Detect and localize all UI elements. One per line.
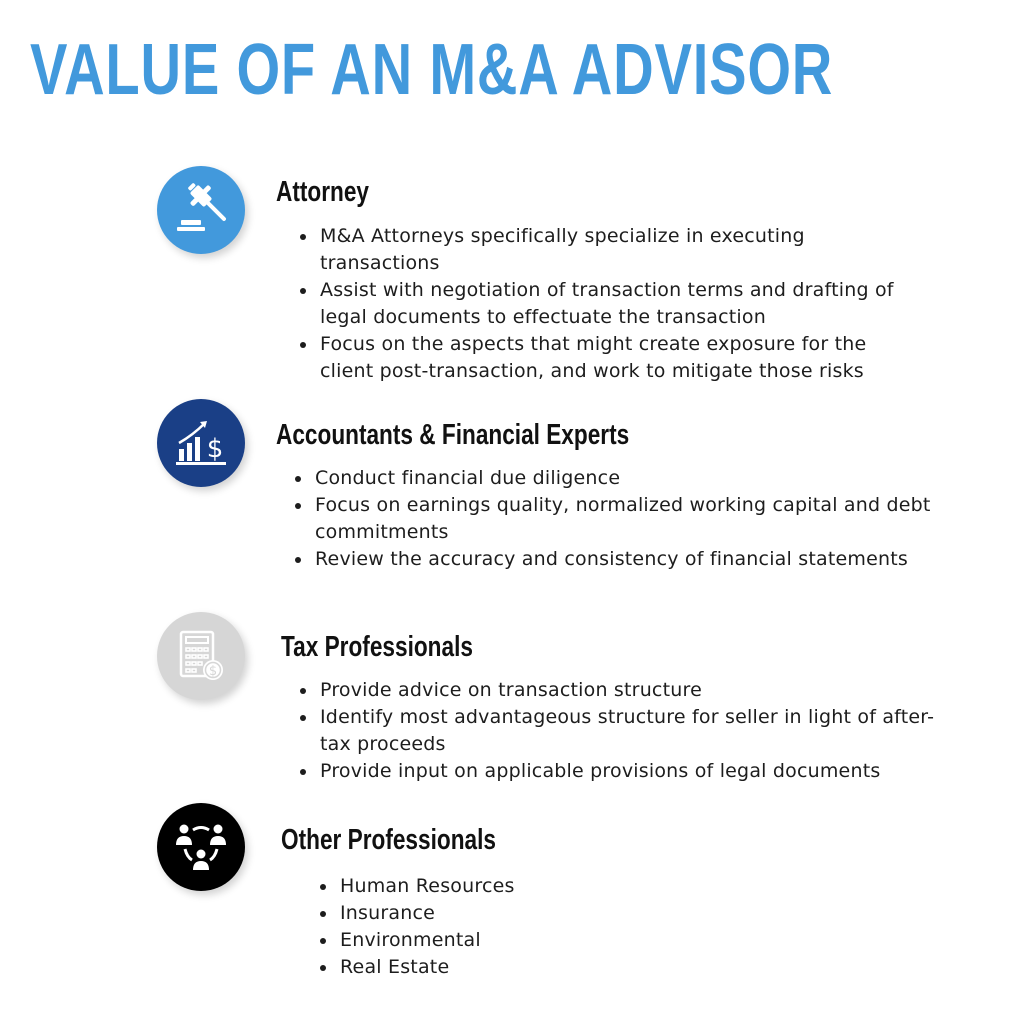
other-icon-badge bbox=[157, 803, 245, 891]
list-item: Provide input on applicable provisions of legal documents bbox=[296, 758, 946, 785]
bullet-list bbox=[296, 223, 916, 385]
list-item: Focus on earnings quality, normalized working capital and debt commitments bbox=[291, 492, 931, 546]
section-heading: Accountants & Financial Experts bbox=[276, 419, 630, 451]
list-item: Identify most advantageous structure for seller in light of after-tax proceeds bbox=[296, 704, 946, 758]
list-item: Conduct financial due diligence bbox=[291, 465, 931, 492]
list-item: Human Resources bbox=[316, 873, 716, 900]
calculator-dollar-icon bbox=[171, 626, 231, 686]
financial-growth-icon bbox=[171, 413, 231, 473]
list-item: Focus on the aspects that might create exposure for the client post-transaction, and work to mitigate those risks bbox=[296, 331, 916, 385]
bullet-list bbox=[291, 465, 931, 573]
list-item: Environmental bbox=[316, 927, 716, 954]
page-title: VALUE OF AN M&A ADVISOR bbox=[30, 30, 834, 110]
bullet-list bbox=[296, 677, 946, 785]
gavel-icon bbox=[171, 180, 231, 240]
list-item: Real Estate bbox=[316, 954, 716, 981]
section-heading: Attorney bbox=[276, 176, 370, 208]
section-heading: Tax Professionals bbox=[281, 631, 473, 663]
list-item: M&A Attorneys specifically specialize in executing transactions bbox=[296, 223, 916, 277]
list-item: Review the accuracy and consistency of financial statements bbox=[291, 546, 931, 573]
attorney-icon-badge bbox=[157, 166, 245, 254]
list-item: Insurance bbox=[316, 900, 716, 927]
list-item: Provide advice on transaction structure bbox=[296, 677, 946, 704]
tax-icon-badge bbox=[157, 612, 245, 700]
list-item: Assist with negotiation of transaction terms and drafting of legal documents to effectuate the transaction bbox=[296, 277, 916, 331]
svg-text:$: $ bbox=[206, 434, 224, 464]
svg-text:$: $ bbox=[208, 664, 218, 679]
team-network-icon bbox=[171, 817, 231, 877]
section-heading: Other Professionals bbox=[281, 824, 496, 856]
accountants-icon-badge bbox=[157, 399, 245, 487]
bullet-list bbox=[316, 873, 716, 981]
